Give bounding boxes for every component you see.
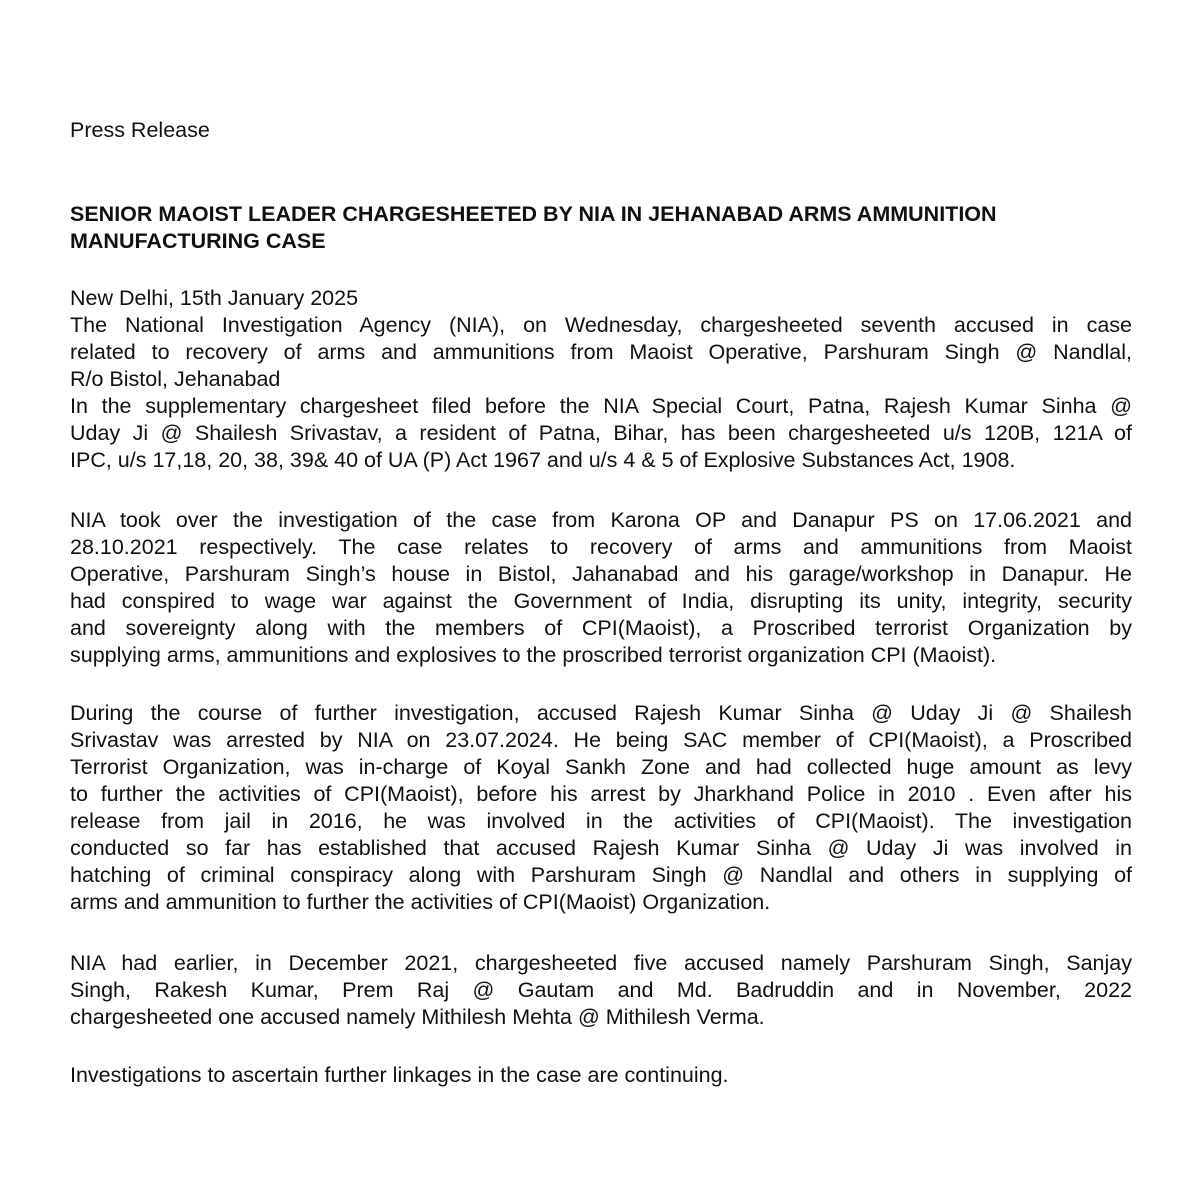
paragraph-line: Operative, Parshuram Singh’s house in Bistol, Jahanabad and his garage/workshop in Danapur. He	[70, 562, 1132, 586]
paragraph-line: R/o Bistol, Jehanabad	[70, 367, 281, 391]
paragraph-line: chargesheeted one accused namely Mithilesh Mehta @ Mithilesh Verma.	[70, 1005, 765, 1029]
paragraph-line: supplying arms, ammunitions and explosives to the proscribed terrorist organization CPI (Maoist).	[70, 643, 997, 667]
headline-line: MANUFACTURING CASE	[70, 229, 326, 253]
paragraph-line: Singh, Rakesh Kumar, Prem Raj @ Gautam and Md. Badruddin and in November, 2022	[70, 978, 1132, 1002]
paragraph-line: 28.10.2021 respectively. The case relates to recovery of arms and ammunitions from Maoist	[70, 535, 1132, 559]
paragraph-line: to further the activities of CPI(Maoist), before his arrest by Jharkhand Police in 2010 . Even after his	[70, 782, 1132, 806]
paragraph-line: Uday Ji @ Shailesh Srivastav, a resident of Patna, Bihar, has been chargesheeted u/s 120B, 121A of	[70, 421, 1132, 445]
paragraph-line: and sovereignty along with the members of CPI(Maoist), a Proscribed terrorist Organization by	[70, 616, 1132, 640]
paragraph-line: related to recovery of arms and ammunitions from Maoist Operative, Parshuram Singh @ Nandlal,	[70, 340, 1132, 364]
paragraph-line: NIA took over the investigation of the case from Karona OP and Danapur PS on 17.06.2021 and	[70, 508, 1132, 532]
press-release-page	[70, 0, 1132, 1200]
paragraph-line: Terrorist Organization, was in-charge of Koyal Sankh Zone and had collected huge amount as levy	[70, 755, 1132, 779]
dateline: New Delhi, 15th January 2025	[70, 286, 359, 310]
paragraph-further-investigation	[70, 700, 1132, 916]
paragraph-line: The National Investigation Agency (NIA), on Wednesday, chargesheeted seventh accused in case	[70, 313, 1132, 337]
document-label: Press Release	[70, 118, 210, 142]
paragraph-line: NIA had earlier, in December 2021, chargesheeted five accused namely Parshuram Singh, Sanjay	[70, 951, 1132, 975]
paragraph-line: conducted so far has established that accused Rajesh Kumar Sinha @ Uday Ji was involved in	[70, 836, 1132, 860]
paragraph-line: Srivastav was arrested by NIA on 23.07.2024. He being SAC member of CPI(Maoist), a Proscribed	[70, 728, 1132, 752]
paragraph-line: IPC, u/s 17,18, 20, 38, 39& 40 of UA (P) Act 1967 and u/s 4 & 5 of Explosive Substances Act, 1908.	[70, 448, 1016, 472]
paragraph-investigation-takeover	[70, 507, 1132, 669]
headline	[70, 201, 1132, 255]
paragraph-line: release from jail in 2016, he was involved in the activities of CPI(Maoist). The investigation	[70, 809, 1132, 833]
paragraph-line: During the course of further investigation, accused Rajesh Kumar Sinha @ Uday Ji @ Shailesh	[70, 701, 1132, 725]
paragraph-line: In the supplementary chargesheet filed before the NIA Special Court, Patna, Rajesh Kumar Sinha @	[70, 394, 1132, 418]
intro-section	[70, 285, 1132, 474]
headline-line: SENIOR MAOIST LEADER CHARGESHEETED BY NIA IN JEHANABAD ARMS AMMUNITION	[70, 202, 997, 226]
paragraph-earlier-chargesheets	[70, 950, 1132, 1031]
closing-statement: Investigations to ascertain further linkages in the case are continuing.	[70, 1063, 729, 1087]
paragraph-line: arms and ammunition to further the activities of CPI(Maoist) Organization.	[70, 890, 771, 914]
paragraph-line: had conspired to wage war against the Government of India, disrupting its unity, integrity, security	[70, 589, 1132, 613]
paragraph-line: hatching of criminal conspiracy along with Parshuram Singh @ Nandlal and others in supplying of	[70, 863, 1132, 887]
